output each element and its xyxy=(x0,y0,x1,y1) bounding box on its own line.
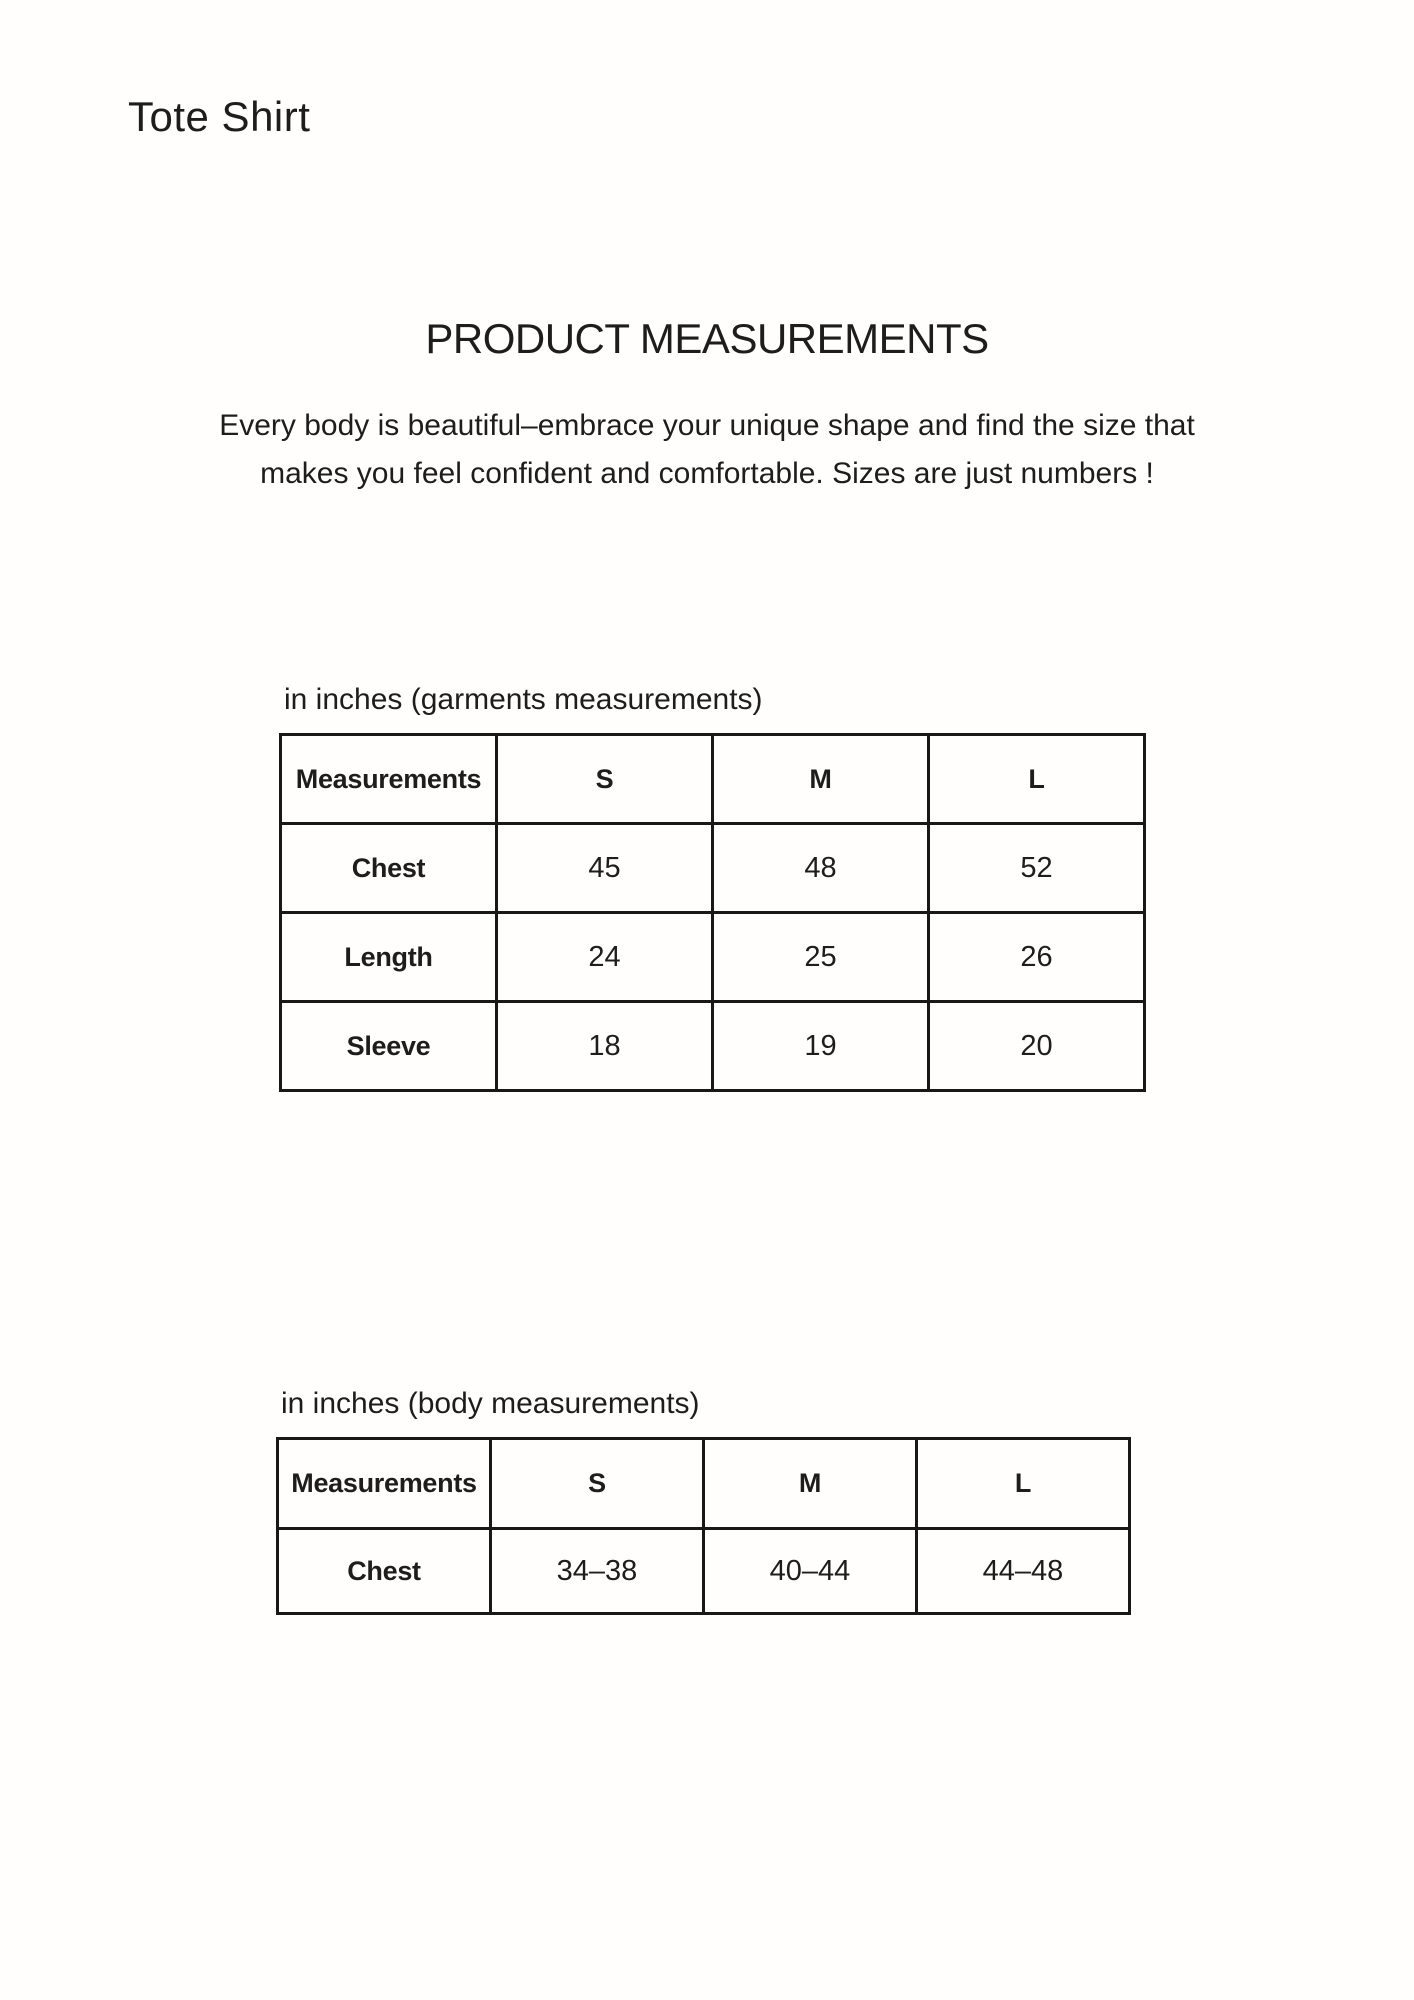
garment-measurements-section xyxy=(279,682,1146,1092)
table-row-sleeve xyxy=(281,1002,1145,1091)
length-m-value: 25 xyxy=(713,913,929,1002)
chest-m-value: 48 xyxy=(713,824,929,913)
column-header-s: S xyxy=(491,1439,704,1529)
body-chest-m-value: 40–44 xyxy=(704,1529,917,1614)
row-label-length: Length xyxy=(281,913,497,1002)
column-header-m: M xyxy=(704,1439,917,1529)
column-header-l: L xyxy=(917,1439,1130,1529)
length-s-value: 24 xyxy=(497,913,713,1002)
row-label-sleeve: Sleeve xyxy=(281,1002,497,1091)
body-measurements-table xyxy=(276,1437,1131,1615)
page-heading: PRODUCT MEASUREMENTS xyxy=(425,315,989,362)
body-table-caption: in inches (body measurements) xyxy=(281,1387,700,1420)
body-chest-s-value: 34–38 xyxy=(491,1529,704,1614)
body-chest-l-value: 44–48 xyxy=(917,1529,1130,1614)
body-measurements-section xyxy=(276,1386,1131,1615)
table-row-chest xyxy=(281,824,1145,913)
sleeve-m-value: 19 xyxy=(713,1002,929,1091)
column-header-measurements: Measurements xyxy=(278,1439,491,1529)
sleeve-s-value: 18 xyxy=(497,1002,713,1091)
product-title: Tote Shirt xyxy=(128,93,311,140)
column-header-s: S xyxy=(497,735,713,824)
column-header-l: L xyxy=(929,735,1145,824)
length-l-value: 26 xyxy=(929,913,1145,1002)
column-header-m: M xyxy=(713,735,929,824)
row-label-chest: Chest xyxy=(281,824,497,913)
garment-table-caption: in inches (garments measurements) xyxy=(284,683,763,716)
table-row-chest xyxy=(278,1529,1130,1614)
table-row-length xyxy=(281,913,1145,1002)
chest-l-value: 52 xyxy=(929,824,1145,913)
row-label-chest: Chest xyxy=(278,1529,491,1614)
garment-measurements-table xyxy=(279,733,1146,1092)
subtitle-line-2: makes you feel confident and comfortable. Sizes are just numbers ! xyxy=(260,457,1154,490)
subtitle-line-1: Every body is beautiful–embrace your unique shape and find the size that xyxy=(219,409,1195,442)
subtitle xyxy=(0,402,1414,498)
header-row xyxy=(281,735,1145,824)
header-row xyxy=(278,1439,1130,1529)
sleeve-l-value: 20 xyxy=(929,1002,1145,1091)
column-header-measurements: Measurements xyxy=(281,735,497,824)
chest-s-value: 45 xyxy=(497,824,713,913)
